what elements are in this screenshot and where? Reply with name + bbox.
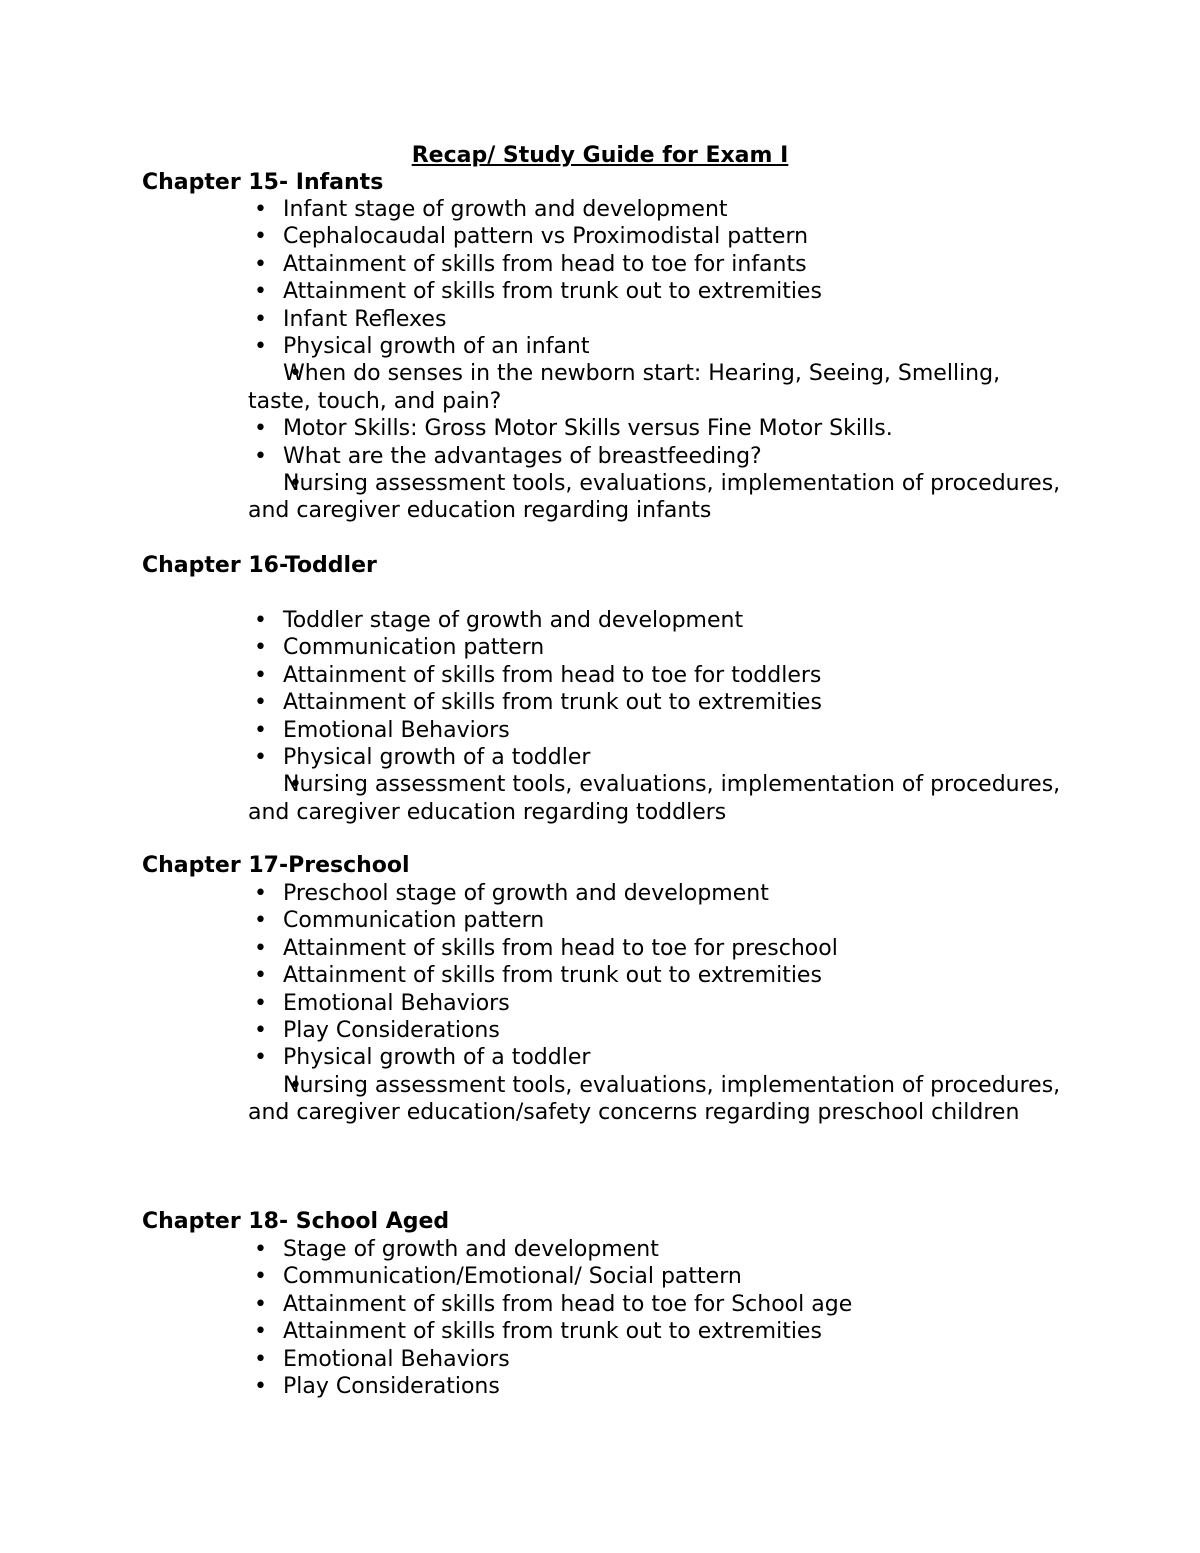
list-item: • Emotional Behaviors (0, 717, 1200, 744)
list-item: • Attainment of skills from trunk out to extremities (0, 962, 1200, 989)
chapter-heading: Chapter 15- Infants (142, 170, 384, 195)
list-item: • Nursing assessment tools, evaluations, implementation of procedures, and caregiver education regarding toddlers (0, 771, 1068, 826)
list-item: • Stage of growth and development (0, 1236, 1200, 1263)
list-item: • Communication/Emotional/ Social pattern (0, 1263, 1200, 1290)
list-item: • Nursing assessment tools, evaluations, implementation of procedures, and caregiver education regarding infants (0, 470, 1068, 525)
list-item: • Communication pattern (0, 634, 1200, 661)
chapter-16-list (0, 607, 1200, 826)
chapter-heading: Chapter 18- School Aged (142, 1209, 450, 1234)
list-item: • When do senses in the newborn start: Hearing, Seeing, Smelling, taste, touch, and pain? (0, 360, 1068, 415)
list-item: • Attainment of skills from head to toe for infants (0, 251, 1200, 278)
chapter-heading: Chapter 16-Toddler (142, 553, 377, 578)
chapter-18-list (0, 1236, 1200, 1400)
list-item: • Play Considerations (0, 1017, 1200, 1044)
list-item: • Cephalocaudal pattern vs Proximodistal pattern (0, 223, 1200, 250)
list-item: • Attainment of skills from head to toe for School age (0, 1291, 1200, 1318)
list-item: • Attainment of skills from trunk out to extremities (0, 278, 1200, 305)
list-item: • Communication pattern (0, 907, 1200, 934)
list-item: • Infant stage of growth and development (0, 196, 1200, 223)
chapter-15-list (0, 196, 1200, 525)
list-item: • Physical growth of an infant (0, 333, 1200, 360)
list-item: • Emotional Behaviors (0, 1346, 1200, 1373)
list-item: • What are the advantages of breastfeeding? (0, 443, 1200, 470)
list-item: • Attainment of skills from head to toe for preschool (0, 935, 1200, 962)
chapter-17-list (0, 880, 1200, 1127)
list-item: • Attainment of skills from head to toe for toddlers (0, 662, 1200, 689)
list-item: • Attainment of skills from trunk out to extremities (0, 1318, 1200, 1345)
chapter-heading: Chapter 17-Preschool (142, 853, 410, 878)
list-item: • Nursing assessment tools, evaluations, implementation of procedures, and caregiver education/safety concerns regarding preschool children (0, 1072, 1068, 1127)
list-item: • Motor Skills: Gross Motor Skills versus Fine Motor Skills. (0, 415, 1200, 442)
list-item: • Emotional Behaviors (0, 990, 1200, 1017)
list-item: • Toddler stage of growth and development (0, 607, 1200, 634)
page-title: Recap/ Study Guide for Exam I (411, 143, 789, 168)
list-item: • Play Considerations (0, 1373, 1200, 1400)
list-item: • Preschool stage of growth and development (0, 880, 1200, 907)
list-item: • Physical growth of a toddler (0, 744, 1200, 771)
list-item: • Attainment of skills from trunk out to extremities (0, 689, 1200, 716)
list-item: • Infant Reflexes (0, 306, 1200, 333)
list-item: • Physical growth of a toddler (0, 1044, 1200, 1071)
